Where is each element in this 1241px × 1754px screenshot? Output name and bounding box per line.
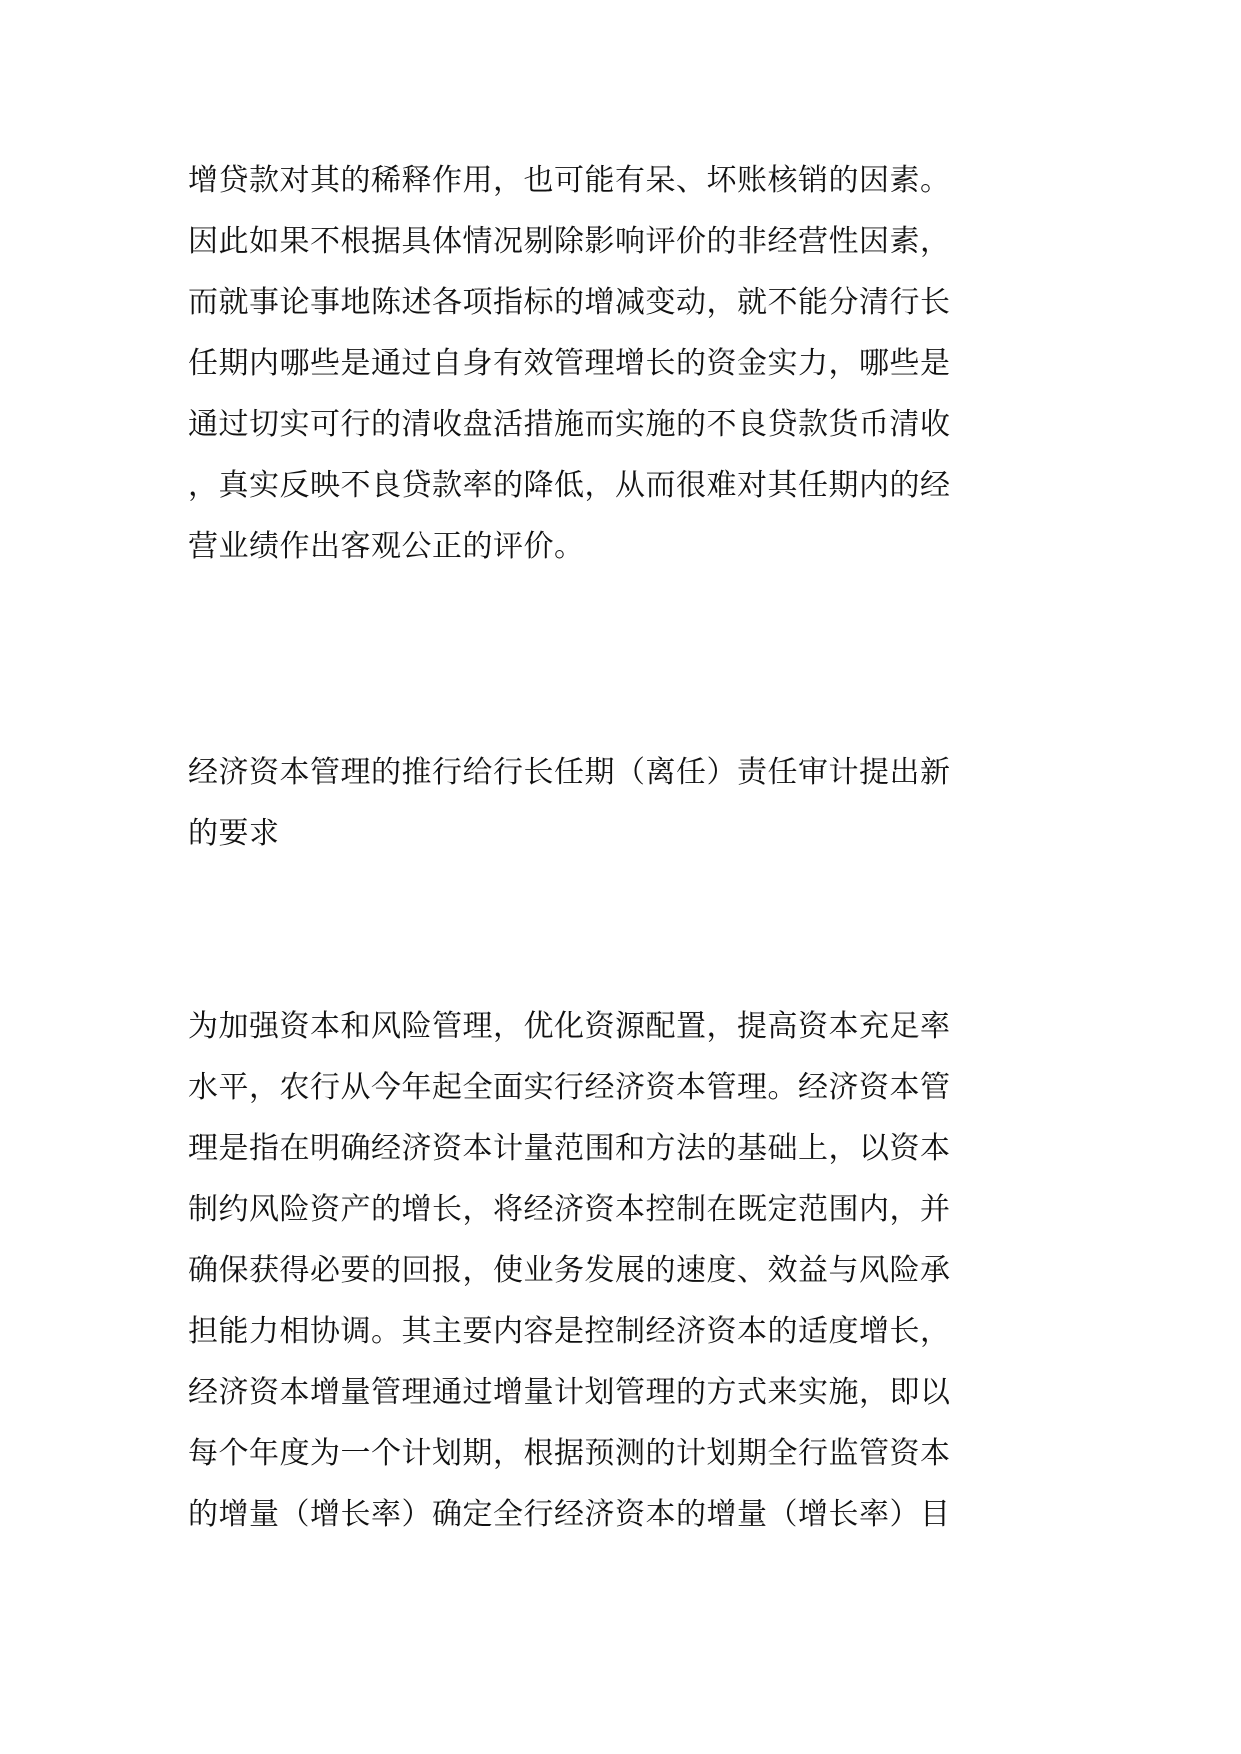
paragraph-line: 而就事论事地陈述各项指标的增减变动，就不能分清行长 xyxy=(188,285,951,320)
paragraph-line: 营业绩作出客观公正的评价。 xyxy=(188,529,585,564)
heading-line: 的要求 xyxy=(188,816,280,851)
paragraph-line: 制约风险资产的增长，将经济资本控制在既定范围内，并 xyxy=(188,1192,951,1227)
paragraph-2 xyxy=(188,996,1068,1545)
paragraph-line: 每个年度为一个计划期，根据预测的计划期全行监管资本 xyxy=(188,1436,951,1471)
section-heading xyxy=(188,742,1068,864)
paragraph-line: 通过切实可行的清收盘活措施而实施的不良贷款货币清收 xyxy=(188,407,951,442)
paragraph-line: 确保获得必要的回报，使业务发展的速度、效益与风险承 xyxy=(188,1253,951,1288)
paragraph-line: 理是指在明确经济资本计量范围和方法的基础上，以资本 xyxy=(188,1131,951,1166)
paragraph-line: ，真实反映不良贷款率的降低，从而很难对其任期内的经 xyxy=(188,468,951,503)
paragraph-line: 的增量（增长率）确定全行经济资本的增量（增长率）目 xyxy=(188,1497,951,1532)
paragraph-line: 经济资本增量管理通过增量计划管理的方式来实施，即以 xyxy=(188,1375,951,1410)
paragraph-line: 任期内哪些是通过自身有效管理增长的资金实力，哪些是 xyxy=(188,346,951,381)
paragraph-line: 增贷款对其的稀释作用，也可能有呆、坏账核销的因素。 xyxy=(188,163,951,198)
paragraph-line: 水平，农行从今年起全面实行经济资本管理。经济资本管 xyxy=(188,1070,951,1105)
paragraph-line: 为加强资本和风险管理，优化资源配置，提高资本充足率 xyxy=(188,1009,951,1044)
paragraph-line: 因此如果不根据具体情况剔除影响评价的非经营性因素， xyxy=(188,224,951,259)
paragraph-1 xyxy=(188,150,1068,577)
heading-line: 经济资本管理的推行给行长任期（离任）责任审计提出新 xyxy=(188,755,951,790)
paragraph-line: 担能力相协调。其主要内容是控制经济资本的适度增长， xyxy=(188,1314,951,1349)
